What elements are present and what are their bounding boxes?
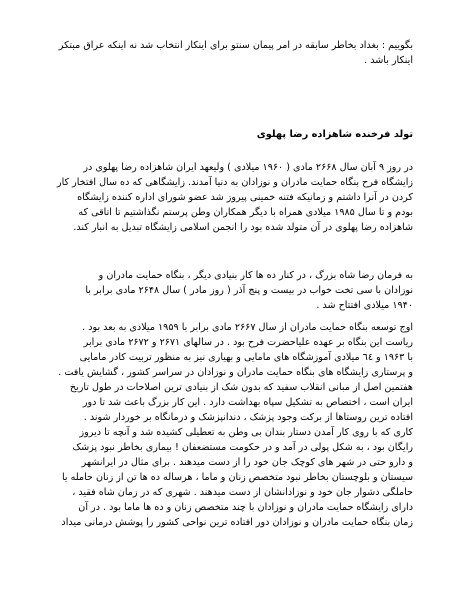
revolution-line-2: ایران است ، اختصاص به تشکیل سپاه بهداشت دارد . این کار بزرگ باعث شد تا دور [82, 397, 413, 408]
expansion-line-3: با ۱۹۶۳ و ٦٤ میلادی آموزشگاه های مامایی و بهیاری نیز به منظور تربیت کادر مامایی [79, 352, 413, 363]
revolution-line-10: زمان بنگاه حمایت مادران و نوزادان دور افتاده ترین نواحی کشور را پوشش درمانی میداد [61, 517, 413, 528]
intro-line-2: اینکار باشد . [364, 55, 413, 66]
birth-paragraph [50, 160, 413, 235]
birth-line-5: شاهزاده رضا پهلوی در آن متولد شده بود را انجمن اسلامی زایشگاه تبدیل به انبار کند. [73, 222, 413, 233]
founding-line-2: نوزادان با سی تخت خواب در بیست و پنج آذر ( روز مادر ) سال ۲۶۴۸ مادی برابر با [85, 285, 413, 296]
revolution-line-1: هفتمین اصل از مبانی انقلاب سفید که بدون شک از بنیادی ترین اصلاحات در طول تاریخ [69, 382, 413, 393]
revolution-line-7: سیستان و بلوچستان بخاطر نبود متخصص زنان و ماما ، هرساله ده ها تن از زنان حامله یا [61, 472, 413, 483]
birth-line-4: بودم و تا سال ۱۹۸۵ میلادی همراه با دیگر همکاران وطن پرستم نگذاشتیم تا اتاقی که [78, 207, 413, 218]
expansion-paragraph [50, 320, 413, 380]
section-title: تولد فرخنده شاهزاده رضا پهلوی [256, 129, 413, 140]
birth-line-3: کردن در آنرا داشتم و زمانیکه فتنه خمینی پیروز شد عضو شورای اداره کننده زایشگاه [77, 192, 413, 203]
expansion-line-1: اوج توسعه بنگاه حمایت مادران از سال ۲۶۶۷ مادی برابر با ۱۹۵۹ میلادی به بعد بود . [82, 322, 413, 333]
birth-line-1: در روز ۹ آبان سال ۲۶۶۸ مادی ( ۱۹۶۰ میلادی ) ولیعهد ایران شاهزاده رضا پهلوی در [83, 162, 413, 173]
intro-paragraph [50, 38, 413, 68]
birth-line-2: زایشگاه فرح بنگاه حمایت مادران و نوزادان به دنیا آمدند. زایشگاهی که ده سال افتخار کار [56, 177, 413, 188]
expansion-line-4: و پرستاری زایشگاه های بنگاه حمایت مادران و نوزادان در سراسر کشور ، گشایش یافت . [58, 367, 413, 378]
expansion-line-2: ریاست این بنگاه بر عهده علیاحضرت فرح بود . در سالهای ۲۶۷۱ و ۲۶۷۲ مادی برابر [83, 337, 413, 348]
white-revolution-paragraph [50, 380, 413, 530]
founding-line-1: به فرمان رضا شاه بزرگ ، در کنار ده ها کار بنیادی دیگر ، بنگاه حمایت مادران و [98, 270, 413, 281]
revolution-line-3: افتاده ترین روستاها از برکت وجود پزشک ، دندانپزشک و درمانگاه بر خوردار شوند . [83, 412, 413, 423]
revolution-line-9: دارای زایشگاه حمایت مادران و نوزادان با چند متخصص زنان و ده ها ماما بود . در آن [78, 502, 413, 513]
intro-line-1: بگوییم : بغداد بخاطر سابقه در امر پیمان سنتو برای اینکار انتخاب شد نه اینکه عراق مبتکر [58, 40, 413, 51]
revolution-line-8: حاملگی دشوار جان خود و نوزادانشان از دست میدهند . شهری که در زمان شاه فقید ، [72, 487, 413, 498]
revolution-line-5: رایگان بود ، به شکل پولی در آمد و در حکومت مستضعفان ! بیماری بخاطر نبود پزشک [72, 442, 413, 453]
revolution-line-6: و دارو حتی در شهر های کوچک جان خود را از دست میدهند . برای مثال در ایرانشهر [81, 457, 413, 468]
founding-line-3: ۱۹۴۰ میلادی افتتاح شد . [316, 300, 413, 311]
revolution-line-4: کاری که با روی کار آمدن دستار بندان بی وطن به تعطیلی کشیده شد و آنچه تا دیروز [79, 427, 413, 438]
founding-paragraph [50, 268, 413, 313]
